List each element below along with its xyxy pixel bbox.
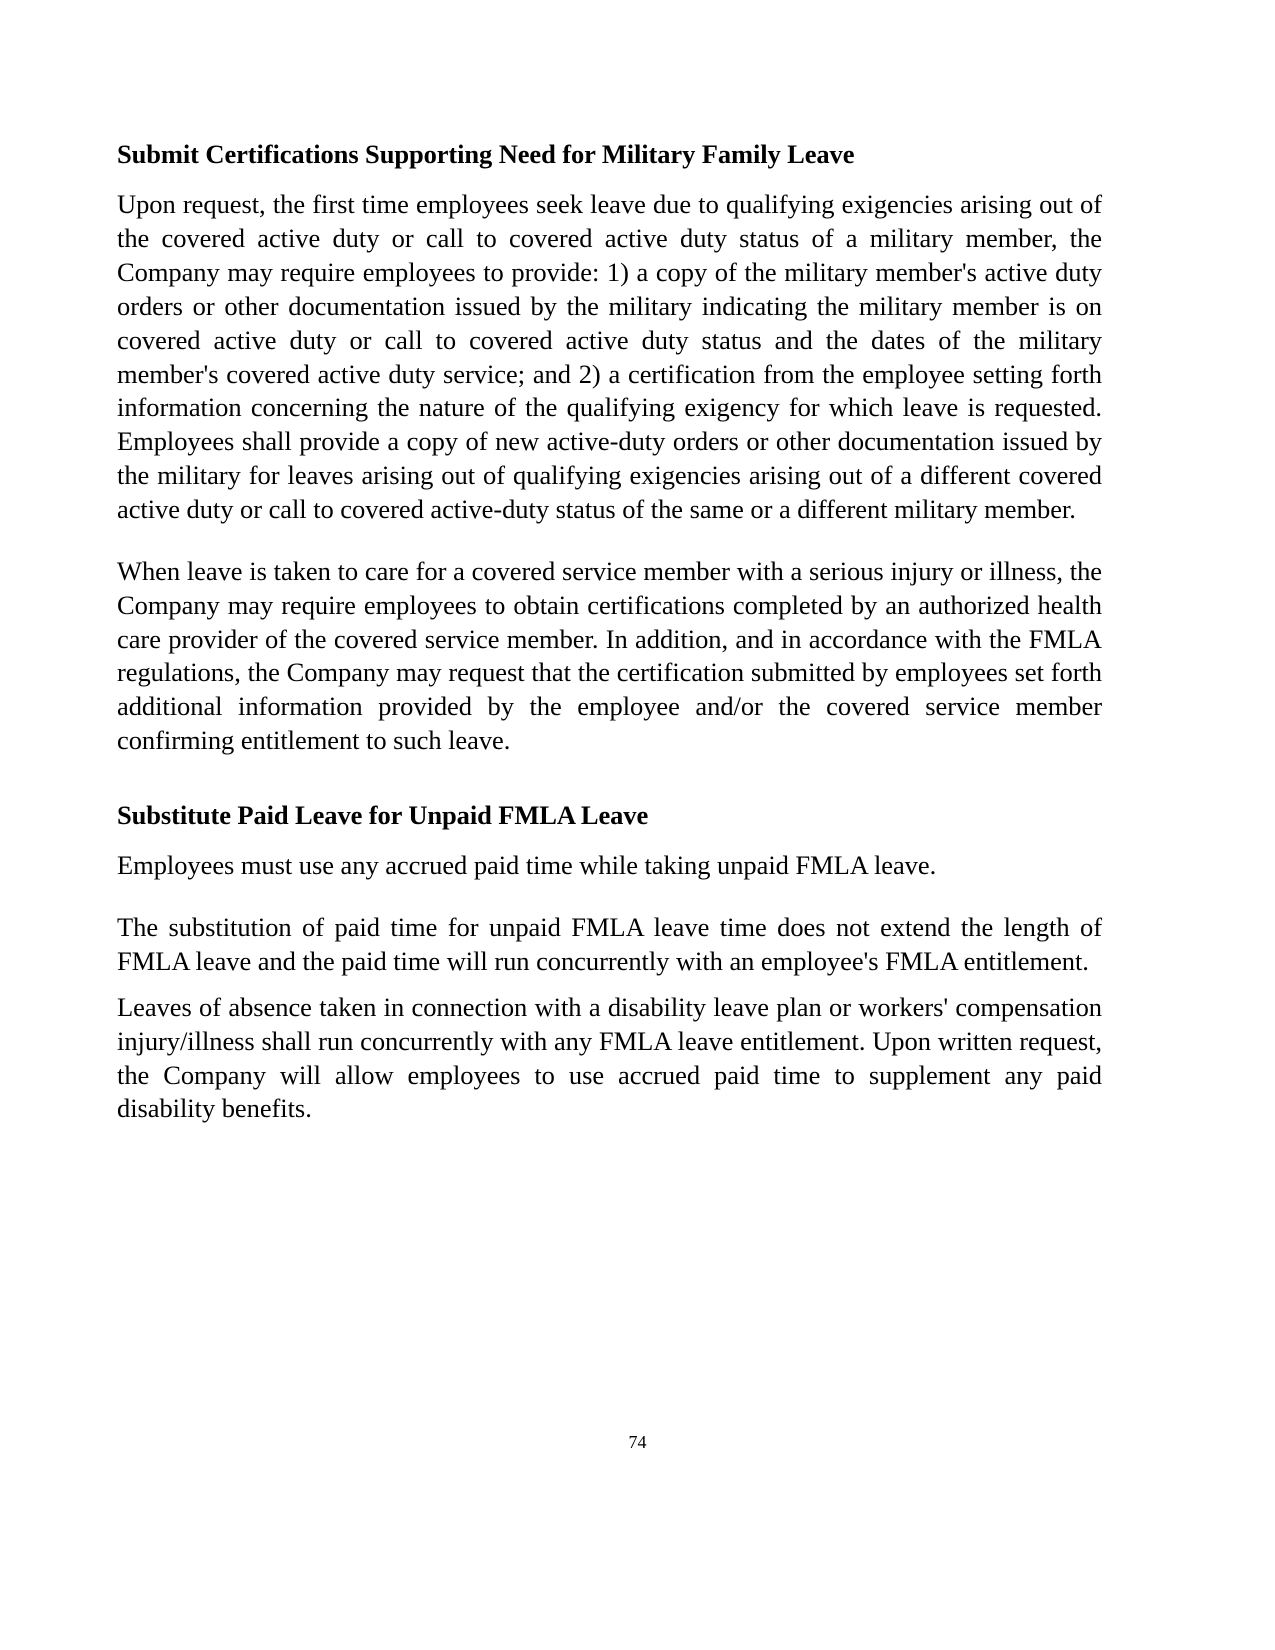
section-heading-military-family-leave: Submit Certifications Supporting Need for Military Family Leave (117, 139, 855, 169)
page-content (117, 139, 1102, 1126)
paragraph-military-certifications: Upon request, the first time employees seek leave due to qualifying exigencies arising out of the covered active duty or call to covered active duty status of a military member, the Company may require employees to provide: 1) a copy of the military member's active duty orders or other documentation issued by the military indicating the military member is on covered active duty or call to covered active duty status and the dates of the military member's covered active duty service; and 2) a certification from the employee setting forth information concerning the nature of the qualifying exigency for which leave is requested. Employees shall provide a copy of new active-duty orders or other documentation issued by the military for leaves arising out of qualifying exigencies arising out of a different covered active duty or call to covered active-duty status of the same or a different military member. (117, 189, 1102, 524)
paragraph-leaves-of-absence: Leaves of absence taken in connection with a disability leave plan or workers' compensation injury/illness shall run concurrently with any FMLA leave entitlement. Upon written request, the Company will allow employees to use accrued paid time to supplement any paid disability benefits. (117, 991, 1102, 1124)
paragraph-accrued-paid-time: Employees must use any accrued paid time while taking unpaid FMLA leave. (117, 850, 937, 881)
paragraph-substitution-of-paid-time: The substitution of paid time for unpaid FMLA leave time does not extend the length of FMLA leave and the paid time will run concurrently with an employee's FMLA entitlement. (117, 912, 1102, 976)
page-number: 74 (628, 1432, 647, 1452)
section-heading-substitute-paid-leave: Substitute Paid Leave for Unpaid FMLA Leave (117, 800, 649, 831)
paragraph-covered-service-member-certifications: When leave is taken to care for a covered service member with a serious injury or illness, the Company may require employees to obtain certifications completed by an authorized health care provider of the covered service member. In addition, and in accordance with the FMLA regulations, the Company may request that the certification submitted by employees set forth additional information provided by the employee and/or the covered service member confirming entitlement to such leave. (117, 555, 1102, 756)
